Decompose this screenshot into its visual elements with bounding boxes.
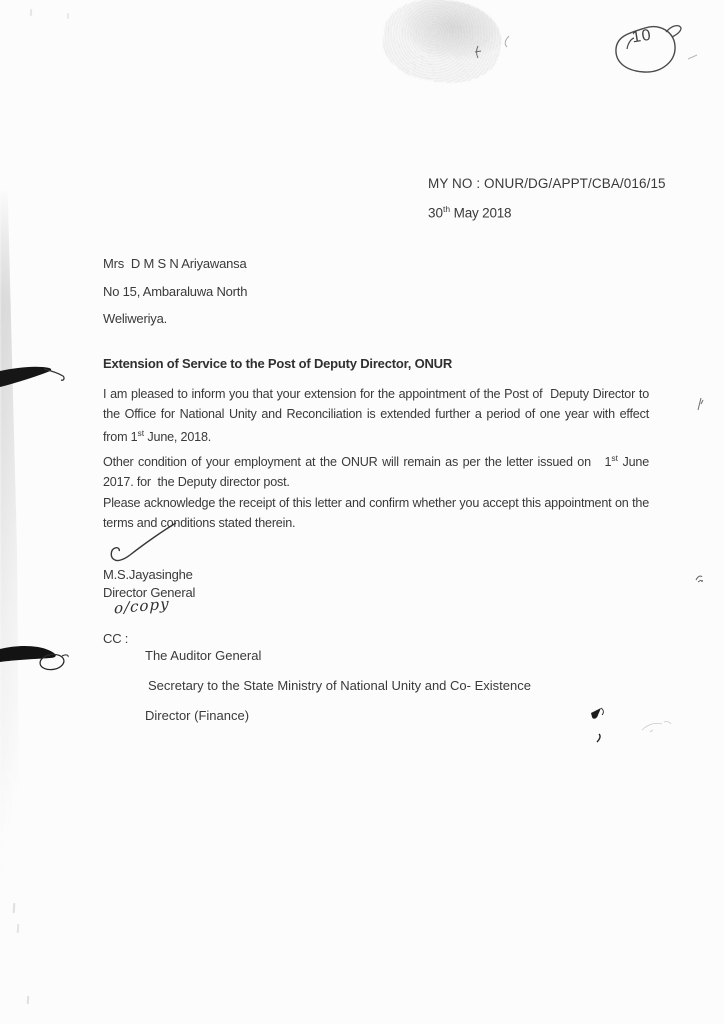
scan-artifact-dash-2 — [17, 924, 20, 933]
date-rest: May 2018 — [450, 205, 512, 221]
scan-artifact-dash-3 — [27, 996, 30, 1004]
scan-artifact-comma-2 — [595, 733, 603, 743]
scan-artifact-mark — [472, 44, 484, 62]
para2-text: Other condition of your employment at the ONUR will remain as per the letter issued on 1 — [103, 455, 612, 470]
cc-item-director-finance: Director (Finance) — [145, 708, 250, 723]
scan-artifact-squiggle — [589, 707, 607, 727]
para1-text: I am pleased to inform you that your extension for the appointment of the Post of Deputy Director to the Office for National Unity and Reconciliation is extended further a period of one year with effect from 1 — [103, 387, 653, 445]
date-ordinal: th — [443, 204, 451, 214]
scan-edge-shadow — [0, 188, 20, 910]
signatory-title: Director General — [103, 584, 196, 600]
subject-line: Extension of Service to the Post of Deputy Director, ONUR — [103, 356, 453, 371]
recipient-address — [103, 250, 247, 333]
letter-date — [428, 204, 511, 221]
recipient-name: Mrs D M S N Ariyawansa — [103, 256, 247, 271]
cc-item-auditor-general: The Auditor General — [145, 648, 262, 663]
cc-item-secretary-ministry: Secretary to the State Ministry of National Unity and Co- Existence — [148, 678, 531, 693]
scan-artifact-dash-5 — [67, 13, 69, 19]
scan-artifact-dash-1 — [13, 903, 16, 913]
body-paragraph-2 — [103, 449, 653, 492]
body-paragraph-3: Please acknowledge the receipt of this letter and confirm whether you accept this appointment on the terms and conditions stated therein. — [103, 496, 653, 530]
para1-text-end: June, 2018. — [144, 430, 212, 445]
body-paragraph-1 — [103, 385, 653, 448]
scan-artifact-comma — [500, 34, 512, 50]
reference-number: MY NO : ONUR/DG/APPT/CBA/016/15 — [428, 176, 666, 191]
scan-artifact-right-1 — [695, 396, 707, 414]
handwritten-copy-note: o/copy — [113, 594, 170, 618]
date-day: 30 — [428, 205, 444, 221]
handwritten-check-mark — [104, 520, 189, 568]
para1-ordinal: st — [137, 428, 145, 438]
para2-ordinal: st — [611, 453, 618, 463]
scan-smudge — [379, 0, 505, 88]
page-number-annotation: 10 — [630, 26, 653, 47]
signatory-name: M.S.Jayasinghe — [103, 567, 193, 582]
recipient-city: Weliweriya. — [103, 311, 168, 326]
cc-label: CC : — [103, 631, 129, 646]
scan-artifact-dash-4 — [30, 9, 32, 16]
para2-text-end: June 2017. for the Deputy director post. — [103, 455, 653, 489]
recipient-street: No 15, Ambaraluwa North — [103, 283, 248, 299]
binder-mark-top — [0, 358, 90, 403]
scan-artifact-scratch — [640, 718, 674, 736]
scan-artifact-right-2 — [693, 570, 705, 584]
binder-mark-bottom — [0, 641, 90, 689]
scan-artifact-dash — [686, 52, 700, 62]
